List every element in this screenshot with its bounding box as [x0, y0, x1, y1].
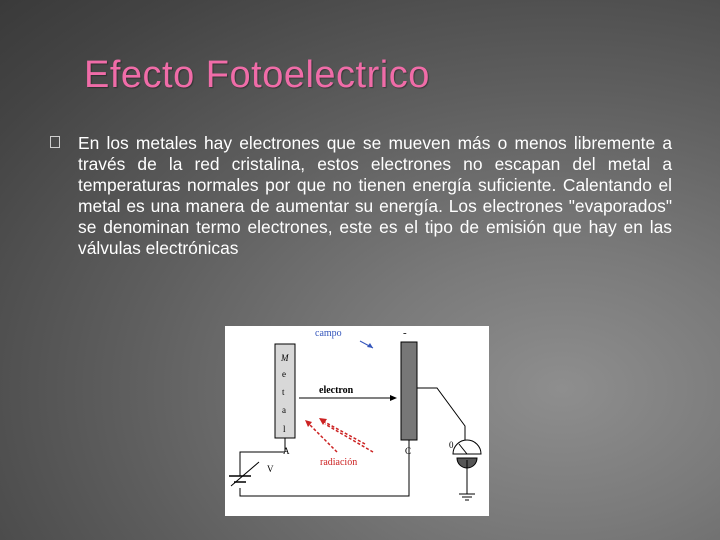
radiacion-label: radiación [320, 457, 358, 468]
metal-letter-a: a [282, 405, 286, 415]
square-bullet-icon [50, 136, 60, 148]
electron-arrowhead [390, 395, 397, 401]
label-v: V [267, 464, 274, 474]
wire-bottom [240, 440, 412, 496]
metal-letter-e: e [282, 369, 286, 379]
radiation-arrows [307, 420, 373, 452]
label-a: A [283, 446, 290, 456]
electron-label: electron [319, 385, 354, 396]
label-c: C [405, 446, 412, 456]
meter-zero: 0 [449, 440, 454, 450]
collector-plate [401, 342, 417, 440]
metal-letter-l: l [283, 424, 286, 434]
campo-label: campo [315, 328, 342, 339]
metal-letter-m: M [281, 353, 289, 363]
wire-to-meter [417, 388, 465, 452]
body-paragraph: En los metales hay electrones que se mueven más o menos libremente a través de la red cristalina, estos electrones no escapan del metal a temperaturas normales por que no tienen energía suficiente. Calentando el metal es una manera de aumentar su energía. Los electrones "evaporados" se denominan termo electrones, este es el tipo de emisión que hay en las válvulas electrónicas [78, 133, 672, 258]
slide-title: Efecto Fotoelectrico [84, 54, 430, 96]
metal-letter-t: t [282, 387, 285, 397]
meter-dial [453, 440, 481, 454]
minus-label: - [403, 327, 407, 339]
radiation-arrowhead-1 [319, 418, 327, 425]
photoelectric-diagram [225, 326, 489, 516]
